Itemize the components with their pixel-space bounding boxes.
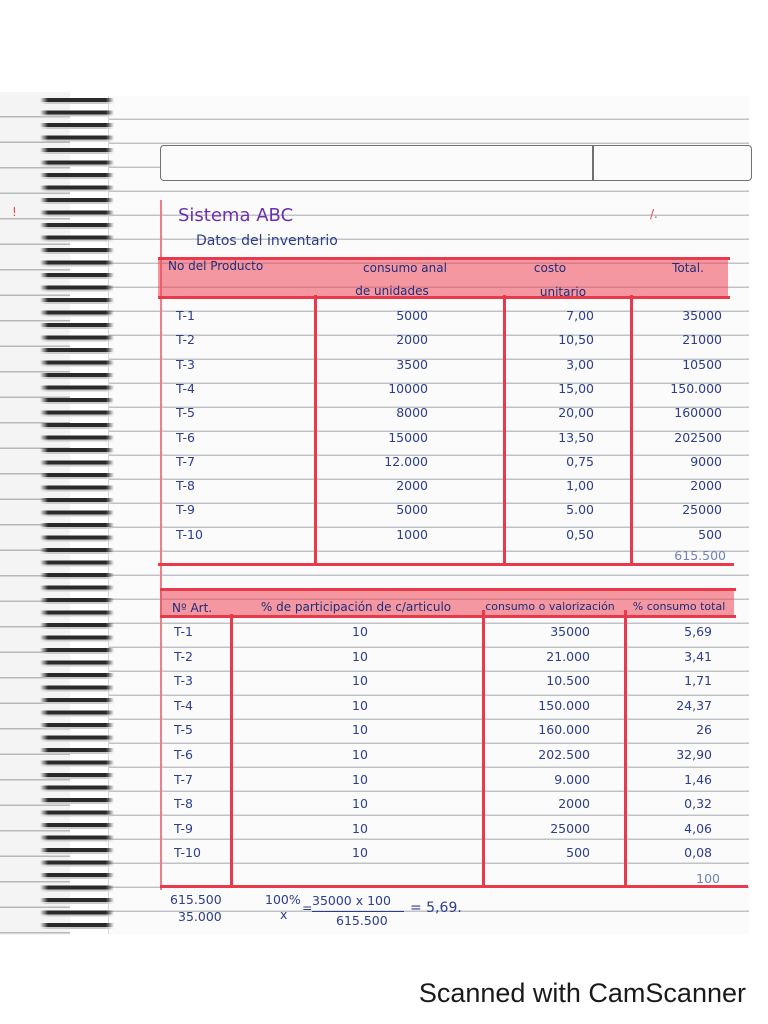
- table1-header-consumo-2: de unidades: [355, 284, 429, 298]
- table2-top-rule: [160, 588, 736, 591]
- table1-cell-costo: 7,00: [566, 308, 594, 323]
- page-subtitle: Datos del inventario: [196, 233, 338, 249]
- table1-cell-producto: T-1: [176, 308, 195, 323]
- formula-percent: 100%: [265, 892, 301, 907]
- table2-cell-valorizacion: 21.000: [546, 648, 590, 664]
- table1-cell-costo: 10,50: [558, 332, 594, 348]
- table1-sum: 615.500: [674, 548, 726, 563]
- formula-equals: =: [302, 900, 313, 915]
- table2-cell-consumo-total: 0,08: [684, 845, 712, 861]
- table2-cell-participacion: 10: [352, 845, 368, 861]
- table1-cell-consumo: 12.000: [384, 453, 428, 469]
- table2-cell-participacion: 10: [352, 648, 368, 664]
- table1-cell-producto: T-6: [176, 429, 195, 445]
- table2-cell-consumo-total: 32,90: [676, 747, 712, 762]
- table2-cell-valorizacion: 500: [566, 845, 590, 861]
- table2-cell-valorizacion: 150.000: [538, 697, 590, 713]
- scanner-watermark: Scanned with CamScanner: [418, 978, 746, 1008]
- table2-cell-consumo-total: 3,41: [684, 648, 712, 664]
- table1-cell-total: 21000: [682, 332, 722, 348]
- table2-cell-art: T-6: [174, 747, 193, 762]
- table2-cell-consumo-total: 24,37: [676, 697, 712, 713]
- table1-cell-total: 160000: [674, 405, 722, 421]
- table2-cell-art: T-3: [174, 673, 193, 689]
- table1-cell-producto: T-7: [176, 453, 195, 469]
- table1-cell-costo: 3,00: [566, 356, 594, 372]
- table1-header-total: Total.: [672, 261, 704, 275]
- table2-cell-consumo-total: 4,06: [684, 820, 712, 836]
- table1-cell-total: 500: [698, 526, 722, 542]
- table1-cell-total: 9000: [690, 453, 722, 469]
- margin-mark-right: /.: [650, 207, 658, 221]
- table1-header-consumo: consumo anal: [363, 261, 447, 275]
- table2-cell-participacion: 10: [352, 747, 368, 762]
- table1-cell-producto: T-2: [176, 332, 195, 348]
- scan-margin-top: [0, 0, 768, 92]
- spiral-binding: [40, 95, 114, 933]
- table2-cell-consumo-total: 5,69: [684, 624, 712, 639]
- table1-cell-costo: 0,50: [566, 526, 594, 542]
- table2-cell-valorizacion: 35000: [550, 624, 590, 639]
- table2-cell-participacion: 10: [352, 796, 368, 812]
- margin-line: [160, 200, 162, 890]
- table2-cell-participacion: 10: [352, 697, 368, 713]
- page-title: Sistema ABC: [178, 205, 294, 226]
- table2-cell-valorizacion: 2000: [558, 796, 590, 812]
- table2-cell-participacion: 10: [352, 673, 368, 689]
- table2-header-valorizacion: consumo o valorización: [485, 600, 615, 613]
- table1-cell-consumo: 3500: [396, 356, 428, 372]
- table2-col-divider-1: [230, 614, 233, 888]
- table2-cell-participacion: 10: [352, 820, 368, 836]
- margin-mark-left: !: [12, 205, 17, 219]
- table2-cell-valorizacion: 9.000: [554, 771, 590, 787]
- table1-cell-costo: 13,50: [558, 429, 594, 445]
- table2-header-art: Nº Art.: [172, 601, 213, 615]
- table1-header-rule: [158, 296, 730, 299]
- table1-cell-consumo: 5000: [396, 502, 428, 518]
- table1-cell-costo: 5.00: [566, 502, 594, 518]
- table1-bottom-rule: [158, 563, 734, 566]
- table1-cell-producto: T-9: [176, 502, 195, 518]
- table1-cell-producto: T-4: [176, 380, 195, 396]
- table1-cell-total: 150.000: [670, 380, 722, 396]
- table2-cell-consumo-total: 0,32: [684, 796, 712, 812]
- table2-header-rule: [160, 615, 736, 618]
- table1-cell-consumo: 15000: [388, 429, 428, 445]
- table2-header-consumo-total: % consumo total: [632, 600, 726, 613]
- table2-cell-art: T-7: [174, 771, 193, 787]
- table2-sum: 100: [696, 871, 720, 886]
- table1-header-producto: No del Producto: [168, 259, 264, 273]
- formula-result: = 5,69.: [410, 900, 462, 916]
- table1-cell-producto: T-8: [176, 478, 195, 494]
- table1-cell-consumo: 2000: [396, 478, 428, 494]
- table1-cell-consumo: 1000: [396, 526, 428, 542]
- table2-bottom-rule: [160, 885, 748, 888]
- table1-cell-costo: 0,75: [566, 453, 594, 469]
- table1-cell-total: 25000: [682, 502, 722, 518]
- table1-cell-producto: T-10: [176, 526, 203, 542]
- table2-cell-art: T-2: [174, 648, 193, 664]
- table1-cell-producto: T-3: [176, 356, 195, 372]
- table2-cell-art: T-8: [174, 796, 193, 812]
- table2-cell-participacion: 10: [352, 722, 368, 738]
- formula-unknown: x: [280, 907, 288, 922]
- formula-fraction-bar: [312, 911, 404, 912]
- table1-cell-consumo: 2000: [396, 332, 428, 348]
- table1-cell-consumo: 8000: [396, 405, 428, 421]
- table2-cell-valorizacion: 25000: [550, 820, 590, 836]
- table2-col-divider-3: [624, 610, 627, 888]
- table2-cell-consumo-total: 26: [696, 722, 712, 738]
- table1-header-costo-2: unitario: [539, 285, 587, 299]
- page-header-divider: [592, 145, 594, 181]
- table2-cell-consumo-total: 1,46: [684, 771, 712, 787]
- table1-cell-consumo: 5000: [396, 308, 428, 323]
- table1-cell-costo: 20,00: [558, 405, 594, 421]
- table1-col-divider-3: [630, 295, 633, 565]
- table2-cell-participacion: 10: [352, 624, 368, 639]
- table1-cell-producto: T-5: [176, 405, 195, 421]
- table2-cell-valorizacion: 160.000: [538, 722, 590, 738]
- table2-cell-consumo-total: 1,71: [684, 673, 712, 689]
- table2-header-participacion: % de participación de c/articulo: [260, 600, 452, 614]
- table2-col-divider-2: [482, 610, 485, 888]
- formula-value: 35.000: [178, 909, 222, 924]
- table2-cell-art: T-10: [174, 845, 201, 861]
- formula-total: 615.500: [170, 892, 222, 907]
- table2-cell-art: T-5: [174, 722, 193, 738]
- table2-cell-participacion: 10: [352, 771, 368, 787]
- table1-cell-costo: 1,00: [566, 478, 594, 494]
- table1-cell-total: 202500: [674, 429, 722, 445]
- page-header-box: [160, 145, 752, 181]
- formula-denominator: 615.500: [336, 913, 388, 928]
- table2-cell-valorizacion: 10.500: [546, 673, 590, 689]
- table2-cell-art: T-1: [174, 624, 193, 639]
- table1-cell-total: 2000: [690, 478, 722, 494]
- table1-header-costo: costo: [533, 261, 567, 275]
- table1-cell-total: 10500: [682, 356, 722, 372]
- table1-col-divider-1: [314, 295, 317, 565]
- table2-cell-valorizacion: 202.500: [538, 747, 590, 762]
- table1-cell-costo: 15,00: [558, 380, 594, 396]
- table1-cell-consumo: 10000: [388, 380, 428, 396]
- table1-col-divider-2: [503, 295, 506, 565]
- table2-cell-art: T-9: [174, 820, 193, 836]
- table2-cell-art: T-4: [174, 697, 193, 713]
- formula-numerator: 35000 x 100: [312, 893, 391, 908]
- table1-cell-total: 35000: [682, 308, 722, 323]
